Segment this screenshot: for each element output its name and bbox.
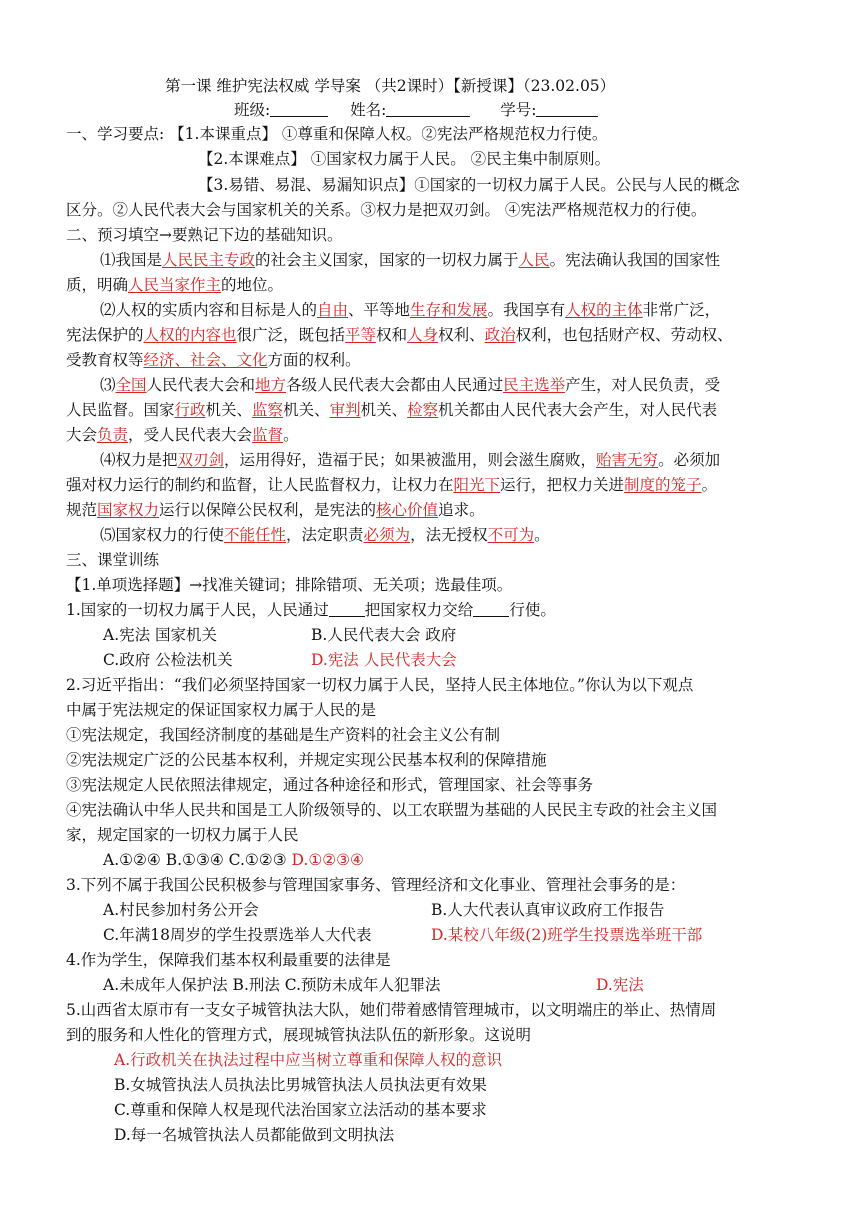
fill-line	[66, 323, 733, 347]
class-blank[interactable]	[270, 100, 328, 117]
answer: 制度的笼子	[624, 476, 702, 494]
name-blank[interactable]	[386, 100, 470, 117]
answer: 核心价值	[376, 501, 439, 519]
text: 的地位。	[221, 276, 284, 294]
text: 追求。	[438, 501, 485, 519]
answer: 双刃剑	[177, 451, 225, 469]
text: ⑷权力是把	[100, 451, 178, 469]
text: 权利，也包括财产权、劳动权、	[515, 326, 733, 344]
text: 。	[701, 476, 718, 494]
text: 机关都由人民代表大会产生，对人民代表	[438, 401, 718, 419]
text: 权利、	[438, 326, 485, 344]
page-title: 第一课 维护宪法权威 学导案 （共2课时）【新授课】（23.02.05）	[165, 77, 616, 95]
answer: 人民民主专政	[162, 251, 256, 269]
fill-line	[66, 398, 717, 422]
fill-line	[66, 348, 361, 372]
q5-option-a[interactable]: A.行政机关在执法过程中应当树立尊重和保障人权的意识	[114, 1051, 503, 1069]
name-label: 姓名:	[350, 101, 387, 119]
fill-line	[66, 498, 485, 522]
answer: 经济、社会、文化	[143, 351, 268, 369]
q3-option-b[interactable]: B.人大代表认真审议政府工作报告	[431, 901, 665, 919]
question-4: 4.作为学生，保障我们基本权利最重要的法律是	[66, 951, 391, 969]
answer: 人民	[518, 251, 550, 269]
q3-option-a[interactable]: A.村民参加村务公开会	[103, 901, 259, 919]
text: 各级人民代表大会都由人民通过	[286, 376, 504, 394]
fill-line	[100, 373, 720, 397]
key-point-text: ①尊重和保障人权。②宪法严格规范权力行使。	[276, 125, 608, 143]
answer: 人身	[407, 326, 439, 344]
answer: 负责	[97, 426, 129, 444]
id-blank[interactable]	[536, 100, 598, 117]
answer: 必须为	[363, 526, 411, 544]
q2-statement-4-cont: 家，规定国家的一切权力属于人民	[66, 826, 299, 844]
answer: 政治	[484, 326, 516, 344]
q4-options-abc[interactable]: A.未成年人保护法 B.刑法 C.预防未成年人犯罪法	[103, 976, 441, 994]
answer: 行政	[174, 401, 206, 419]
answer: 阳光下	[453, 476, 501, 494]
text: 。宪法确认我国的国家性	[549, 251, 721, 269]
q1-option-b[interactable]: B.人民代表大会 政府	[311, 626, 457, 644]
student-info-row	[234, 98, 598, 122]
q2-options	[103, 848, 364, 872]
fill-line	[100, 448, 720, 472]
difficulty-title: 【2.本课难点】	[198, 150, 306, 168]
text: 产生，对人民负责，受	[565, 376, 721, 394]
text: 机关、	[283, 401, 330, 419]
answer: 生存和发展	[410, 301, 488, 319]
text: 的社会主义国家，国家的一切权力属于	[255, 251, 519, 269]
q5-option-b[interactable]: B.女城管执法人员执法比男城管执法人员执法更有效果	[114, 1076, 487, 1094]
text: 、平等地	[348, 301, 411, 319]
class-label: 班级:	[234, 101, 271, 119]
text: 行使。	[509, 601, 556, 619]
fill-line	[100, 523, 550, 547]
fill-line	[100, 298, 720, 322]
text: 。我国享有	[487, 301, 566, 319]
text: 把国家权力交给	[364, 601, 474, 619]
answer: 不可为	[487, 526, 535, 544]
answer: 地方	[255, 376, 287, 394]
text: 很广泛，既包括	[236, 326, 346, 344]
text: 人民监督。国家	[66, 401, 175, 419]
answer: 监督	[252, 426, 284, 444]
text: 运行，把权力关进	[500, 476, 625, 494]
text: 受教育权等	[66, 351, 144, 369]
q3-option-c[interactable]: C.年满18周岁的学生投票选举人大代表	[103, 926, 372, 944]
text: 1.国家的一切权力属于人民，人民通过	[66, 601, 329, 619]
text: 宪法保护的	[66, 326, 144, 344]
q2-statement-4: ④宪法确认中华人民共和国是工人阶级领导的、以工农联盟为基础的人民民主专政的社会主义国	[66, 801, 718, 819]
q3-option-d[interactable]: D.某校八年级(2)班学生投票选举班干部	[431, 926, 703, 944]
q1-option-d[interactable]: D.宪法 人民代表大会	[311, 651, 457, 669]
text: 人民代表大会和	[146, 376, 256, 394]
answer: 人权的主体	[565, 301, 643, 319]
answer: 人权的内容也	[143, 326, 237, 344]
fill-line	[66, 423, 299, 447]
section3-heading: 三、课堂训练	[66, 551, 160, 569]
question-2-line1: 2.习近平指出：“我们必须坚持国家一切权力属于人民，坚持人民主体地位。”你认为以下观点	[66, 676, 694, 694]
q2-statement-3: ③宪法规定人民依照法律规定，通过各种途径和形式，管理国家、社会等事务	[66, 776, 594, 794]
id-label: 学号:	[500, 101, 537, 119]
q4-option-d[interactable]: D.宪法	[596, 976, 644, 994]
answer: 人民当家作主	[128, 276, 222, 294]
section1-heading: 一、学习要点:	[66, 125, 165, 143]
fill-line	[66, 273, 283, 297]
q4-options	[103, 973, 441, 997]
question-5-line1: 5.山西省太原市有一支女子城管执法大队，她们带着感情管理城市，以文明端庄的举止、热情周	[66, 1001, 717, 1019]
text: ，法无授权	[410, 526, 488, 544]
q1-option-c[interactable]: C.政府 公检法机关	[103, 651, 233, 669]
answer: 审判	[329, 401, 361, 419]
text: 机关、	[205, 401, 253, 419]
answer: 自由	[317, 301, 349, 319]
text: ，受人民代表大会	[128, 426, 253, 444]
answer: 平等	[345, 326, 377, 344]
q2-options-abc[interactable]: A.①②④ B.①③④ C.①②③	[103, 851, 292, 869]
text: 机关、	[360, 401, 408, 419]
text: 权和	[376, 326, 408, 344]
text: ⑵人权的实质内容和目标是人的	[100, 301, 318, 319]
text: ⑸国家权力的行使	[100, 526, 225, 544]
answer-blank[interactable]	[329, 600, 365, 617]
question-3: 3.下列不属于我国公民积极参与管理国家事务、管理经济和文化事业、管理社会事务的是：	[66, 876, 686, 894]
text: 运行以保障公民权利，是宪法的	[159, 501, 377, 519]
section2-heading: 二、预习填空→要熟记下边的基础知识。	[66, 226, 343, 244]
question-2-line2: 中属于宪法规定的保证国家权力属于人民的是	[66, 701, 377, 719]
text: ，运用得好，造福于民；如果被滥用，则会滋生腐败，	[224, 451, 597, 469]
answer: 民主选举	[503, 376, 566, 394]
q5-option-c[interactable]: C.尊重和保障人权是现代法治国家立法活动的基本要求	[114, 1101, 487, 1119]
text: 方面的权利。	[267, 351, 361, 369]
answer: 不能任性	[224, 526, 287, 544]
text: 。必须加	[658, 451, 721, 469]
text: ⑶	[100, 376, 116, 394]
text: 。	[534, 526, 550, 544]
question-1	[66, 598, 556, 622]
text: 质，明确	[66, 276, 129, 294]
section1-row3: 【3.易错、易混、易漏知识点】①国家的一切权力属于人民。公民与人民的概念	[198, 176, 740, 194]
fill-line	[100, 248, 720, 272]
difficulty-text: ①国家权力属于人民。 ②民主集中制原则。	[305, 150, 611, 168]
answer: 全国	[115, 376, 147, 394]
q2-statement-2: ②宪法规定广泛的公民基本权利，并规定实现公民基本权利的保障措施	[66, 751, 547, 769]
answer-blank[interactable]	[473, 600, 509, 617]
answer: 贻害无穷	[596, 451, 659, 469]
text: 强对权力运行的制约和监督，让人民监督权力，让权力在	[66, 476, 454, 494]
q2-option-d[interactable]: D.①②③④	[291, 851, 364, 869]
text: 非常广泛，	[642, 301, 721, 319]
text: ⑴我国是	[100, 251, 163, 269]
q2-statement-1: ①宪法规定，我国经济制度的基础是生产资料的社会主义公有制	[66, 726, 501, 744]
answer: 国家权力	[97, 501, 160, 519]
question-5-line2: 到的服务和人性化的管理方式，展现城管执法队伍的新形象。这说明	[66, 1026, 532, 1044]
text: 大会	[66, 426, 98, 444]
text: 规范	[66, 501, 98, 519]
fill-line	[66, 473, 717, 497]
section1-row2	[198, 147, 610, 171]
q5-option-d[interactable]: D.每一名城管执法人员都能做到文明执法	[114, 1126, 395, 1144]
answer: 监察	[252, 401, 284, 419]
section1-row4: 区分。②人民代表大会与国家机关的关系。③权力是把双刃剑。 ④宪法严格规范权力的行使。	[66, 201, 707, 219]
text: ，法定职责	[286, 526, 364, 544]
choice-intro: 【1.单项选择题】→找准关键词；排除错项、无关项；选最佳项。	[66, 576, 513, 594]
section1-row1	[66, 122, 607, 146]
answer: 检察	[407, 401, 439, 419]
key-point-title: 【1.本课重点】	[169, 125, 277, 143]
text: 。	[283, 426, 299, 444]
q1-option-a[interactable]: A.宪法 国家机关	[103, 626, 218, 644]
